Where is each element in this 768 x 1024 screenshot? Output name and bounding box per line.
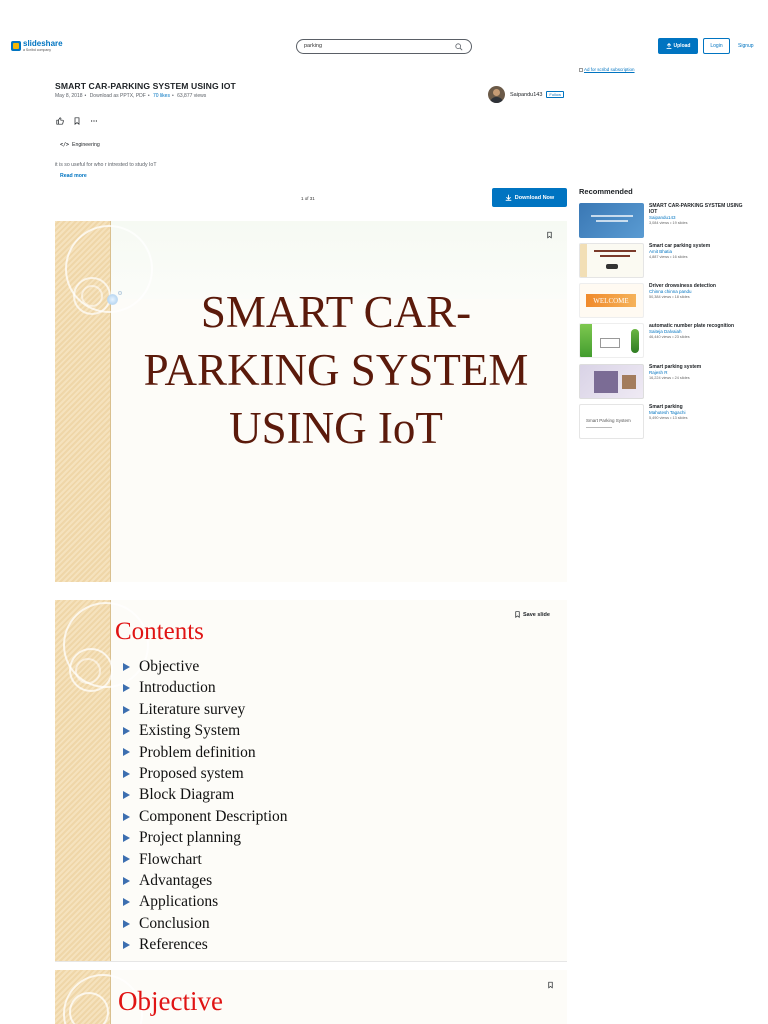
recommended-author[interactable]: Saiteja Dalvaiah xyxy=(649,329,682,334)
download-now-label: Download Now xyxy=(514,194,555,201)
recommended-item[interactable] xyxy=(579,243,759,279)
download-icon xyxy=(505,194,512,201)
document-title: SMART CAR-PARKING SYSTEM USING IOT xyxy=(55,81,236,91)
contents-item xyxy=(123,784,288,805)
page-counter: 1 of 31 xyxy=(301,196,315,201)
more-options-icon[interactable] xyxy=(90,117,98,125)
ad-link[interactable] xyxy=(579,67,635,72)
save-slide-bookmark-icon[interactable] xyxy=(547,981,554,989)
bullet-arrow-icon xyxy=(123,791,130,799)
bullet-arrow-icon xyxy=(123,684,130,692)
recommended-thumbnail[interactable] xyxy=(579,203,644,238)
recommended-title[interactable]: Smart parking system xyxy=(649,364,702,370)
contents-item-label: Literature survey xyxy=(139,700,246,718)
recommended-author[interactable]: Chinna chinna pandu xyxy=(649,289,692,294)
recommended-title[interactable]: automatic number plate recognition xyxy=(649,323,735,329)
upload-button[interactable] xyxy=(658,38,698,54)
recommended-author[interactable]: Saipandu143 xyxy=(649,215,676,220)
logo-subtitle: a Scribd company xyxy=(23,48,52,52)
recommended-author[interactable]: Mahutesh Tagachi xyxy=(649,410,686,415)
contents-item xyxy=(123,827,288,848)
recommended-title[interactable]: Smart parking xyxy=(649,404,683,410)
bullet-arrow-icon xyxy=(123,898,130,906)
contents-title: Contents xyxy=(115,618,204,645)
author-block[interactable] xyxy=(488,86,564,103)
like-icon[interactable] xyxy=(56,117,64,125)
views-count: 63,877 views xyxy=(177,93,207,99)
decorative-ring xyxy=(69,992,109,1024)
contents-item xyxy=(123,913,288,934)
recommended-stats: 4,887 views • 16 slides xyxy=(649,254,688,259)
upload-label: Upload xyxy=(673,43,691,49)
contents-item xyxy=(123,934,288,955)
bullet-arrow-icon xyxy=(123,877,130,885)
contents-item xyxy=(123,677,288,698)
contents-item xyxy=(123,763,288,784)
recommended-author[interactable]: Rajesh R xyxy=(649,370,668,375)
slideshare-logo[interactable] xyxy=(11,40,63,53)
broken-image-icon xyxy=(579,68,583,72)
contents-item xyxy=(123,699,288,720)
contents-item-label: Conclusion xyxy=(139,914,210,932)
slide-2 xyxy=(55,600,567,962)
recommended-stats: 3,084 views • 19 slides xyxy=(649,220,688,225)
recommended-item[interactable] xyxy=(579,323,759,359)
recommended-thumbnail[interactable] xyxy=(579,364,644,399)
contents-item-label: Block Diagram xyxy=(139,786,235,804)
contents-item-label: Proposed system xyxy=(139,765,244,783)
recommended-stats: 46,440 views • 23 slides xyxy=(649,334,690,339)
search-input[interactable] xyxy=(296,39,472,54)
contents-item xyxy=(123,849,288,870)
contents-item xyxy=(123,720,288,741)
document-description: it is so useful for who r intrested to study IoT xyxy=(55,162,157,168)
save-slide-button[interactable] xyxy=(514,611,550,618)
recommended-thumbnail[interactable] xyxy=(579,283,644,318)
login-label: Login xyxy=(710,43,723,49)
contents-item-label: Flowchart xyxy=(139,850,202,868)
recommended-thumbnail[interactable] xyxy=(579,243,644,278)
code-icon: </> xyxy=(60,142,70,148)
contents-item-label: Component Description xyxy=(139,807,288,825)
contents-item xyxy=(123,656,288,677)
decorative-ring xyxy=(81,285,103,307)
document-meta: May 8, 2018 • Download as PPTX, PDF • 70 likes • 63,877 views xyxy=(55,93,207,99)
save-slide-label: Save slide xyxy=(523,611,550,618)
bullet-arrow-icon xyxy=(123,706,130,714)
recommended-stats: 50,384 views • 18 slides xyxy=(649,294,690,299)
recommended-stats: 5,490 views • 13 slides xyxy=(649,415,688,420)
contents-item-label: Objective xyxy=(139,658,200,675)
slide-3 xyxy=(55,970,567,1024)
contents-item xyxy=(123,806,288,827)
bullet-arrow-icon xyxy=(123,748,130,756)
welcome-banner: WELCOME xyxy=(586,294,636,307)
contents-item-label: Introduction xyxy=(139,679,216,697)
contents-item-label: Applications xyxy=(139,893,219,911)
bullet-arrow-icon xyxy=(123,855,130,863)
slide-1 xyxy=(55,221,567,582)
recommended-item[interactable] xyxy=(579,283,759,319)
likes-count: 70 likes xyxy=(152,93,170,99)
decorative-glow-dot xyxy=(107,294,118,305)
signup-link[interactable]: Signup xyxy=(738,43,754,49)
read-more-link[interactable]: Read more xyxy=(60,173,87,179)
recommended-thumbnail[interactable] xyxy=(579,323,644,358)
recommended-item[interactable] xyxy=(579,404,759,440)
bullet-arrow-icon xyxy=(123,770,130,778)
contents-list xyxy=(123,656,288,956)
contents-item xyxy=(123,870,288,891)
download-as-link[interactable]: Download as PPTX, PDF xyxy=(89,93,146,99)
decorative-ring xyxy=(75,658,101,684)
contents-item-label: Advantages xyxy=(139,872,213,890)
author-name[interactable]: Saipandu143 xyxy=(510,91,543,98)
login-button[interactable] xyxy=(703,38,730,54)
recommended-heading: Recommended xyxy=(579,187,633,196)
recommended-item[interactable] xyxy=(579,203,759,239)
upload-icon xyxy=(666,43,672,49)
slide-1-title: SMART CAR-PARKING SYSTEM USING IoT xyxy=(143,287,529,453)
bullet-arrow-icon xyxy=(123,727,130,735)
search-icon[interactable] xyxy=(455,43,463,51)
save-slide-bookmark-icon[interactable] xyxy=(546,231,553,239)
ad-link-label: Ad for scribd subscription xyxy=(584,67,635,72)
decorative-small-ring xyxy=(118,291,122,295)
contents-item xyxy=(123,742,288,763)
contents-item-label: Problem definition xyxy=(139,743,256,761)
contents-item xyxy=(123,891,288,912)
bookmark-icon xyxy=(514,611,521,618)
download-now-button[interactable] xyxy=(492,188,567,207)
action-bar xyxy=(56,117,98,125)
bullet-arrow-icon xyxy=(123,834,130,842)
recommended-author[interactable]: Amit Bhatia xyxy=(649,249,673,254)
avatar[interactable] xyxy=(488,86,505,103)
publish-date: May 8, 2018 xyxy=(55,93,83,99)
bullet-arrow-icon xyxy=(123,941,130,949)
recommended-item[interactable] xyxy=(579,364,759,400)
bullet-arrow-icon xyxy=(123,663,130,671)
category-tag[interactable] xyxy=(60,142,100,148)
recommended-thumbnail[interactable] xyxy=(579,404,644,439)
recommended-title[interactable]: SMART CAR-PARKING SYSTEM USING IOT xyxy=(649,203,743,215)
follow-button[interactable]: Follow xyxy=(546,91,564,98)
thumbnail-text: Smart Parking System xyxy=(586,418,631,423)
recommended-title[interactable]: Driver drowsiness detection xyxy=(649,283,716,289)
search-value[interactable]: parking xyxy=(304,43,323,49)
contents-item-label: Project planning xyxy=(139,829,242,847)
bullet-arrow-icon xyxy=(123,920,130,928)
recommended-title[interactable]: Smart car parking system xyxy=(649,243,711,249)
contents-item-label: References xyxy=(139,936,208,954)
slideshare-logo-icon xyxy=(11,41,21,51)
bookmark-icon[interactable] xyxy=(73,117,81,125)
contents-item-label: Existing System xyxy=(139,722,241,740)
category-label: Engineering xyxy=(72,142,100,148)
objective-title: Objective xyxy=(118,986,223,1016)
logo-name: slideshare xyxy=(23,39,63,48)
bullet-arrow-icon xyxy=(123,813,130,821)
recommended-stats: 16,224 views • 24 slides xyxy=(649,375,690,380)
